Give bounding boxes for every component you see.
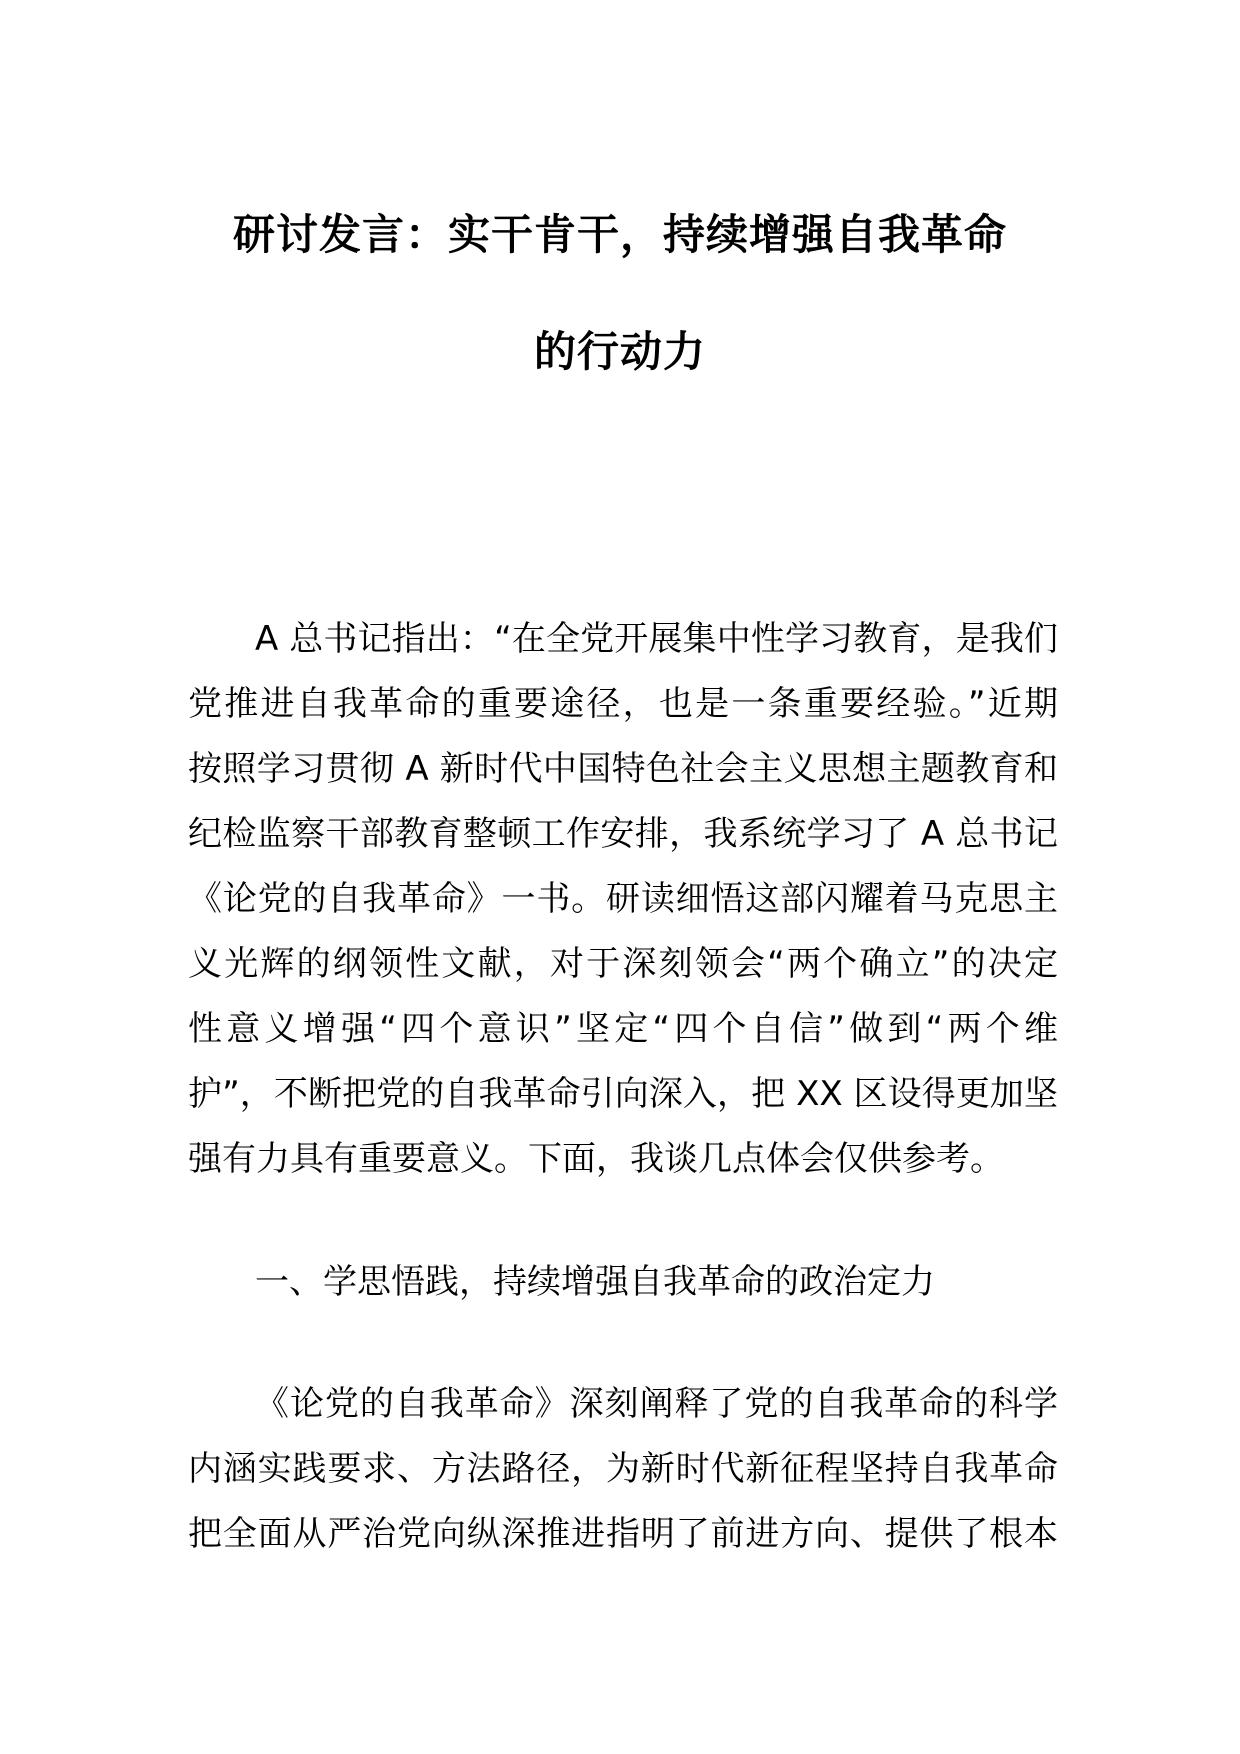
section-heading-1: 一、学思悟践，持续增强自我革命的政治定力 <box>255 1262 935 1302</box>
paragraph-line: 强有力具有重要意义。下面，我谈几点体会仅供参考。 <box>188 1139 1004 1179</box>
paragraph-line: 性意义增强“四个意识”坚定“四个自信”做到“两个维 <box>188 1009 1058 1049</box>
paragraph-line: 《论党的自我革命》一书。研读细悟这部闪耀着马克思主 <box>188 879 1058 919</box>
paragraph-line: 护”，不断把党的自我革命引向深入，把 XX 区设得更加坚 <box>188 1074 1058 1114</box>
paragraph-line: 党推进自我革命的重要途径，也是一条重要经验。”近期 <box>188 684 1058 724</box>
paragraph-line: A 总书记指出：“在全党开展集中性学习教育，是我们 <box>255 619 1058 659</box>
document-title-line-2: 的行动力 <box>533 327 706 376</box>
paragraph-line: 按照学习贯彻 A 新时代中国特色社会主义思想主题教育和 <box>188 749 1058 789</box>
paragraph-line: 纪检监察干部教育整顿工作安排，我系统学习了 A 总书记 <box>188 814 1058 854</box>
paragraph-line: 义光辉的纲领性文献，对于深刻领会“两个确立”的决定 <box>188 944 1058 984</box>
paragraph-line: 内涵实践要求、方法路径，为新时代新征程坚持自我革命 <box>188 1449 1058 1489</box>
paragraph-line: 把全面从严治党向纵深推进指明了前进方向、提供了根本 <box>188 1514 1058 1554</box>
paragraph-line: 《论党的自我革命》深刻阐释了党的自我革命的科学 <box>255 1384 1058 1424</box>
document-title-line-1: 研讨发言：实干肯干，持续增强自我革命 <box>232 210 1007 259</box>
